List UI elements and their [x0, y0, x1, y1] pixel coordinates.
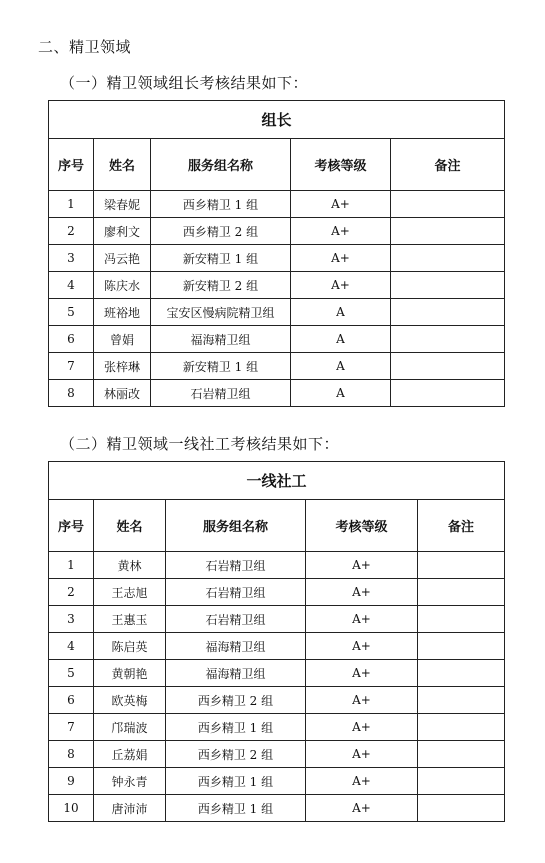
name-cell: 曾娟	[94, 326, 151, 353]
remark-cell	[418, 714, 505, 741]
service-group-cell: 石岩精卫组	[151, 380, 291, 407]
remark-cell	[418, 741, 505, 768]
name-cell: 王志旭	[94, 579, 166, 606]
grade-cell: A	[291, 380, 391, 407]
name-cell: 张梓琳	[94, 353, 151, 380]
header-row	[49, 500, 505, 552]
table-row	[49, 606, 505, 633]
name-cell: 黄林	[94, 552, 166, 579]
table-row	[49, 633, 505, 660]
table-row	[49, 353, 505, 380]
service-group-cell: 石岩精卫组	[166, 552, 306, 579]
table-row	[49, 552, 505, 579]
row-number: 8	[49, 380, 94, 407]
name-cell: 王惠玉	[94, 606, 166, 633]
table-title: 一线社工	[49, 462, 505, 500]
row-number: 6	[49, 687, 94, 714]
grade-cell: A+	[291, 245, 391, 272]
remark-cell	[418, 768, 505, 795]
grade-cell: A+	[306, 687, 418, 714]
table-row	[49, 660, 505, 687]
grade-cell: A+	[306, 552, 418, 579]
row-number: 4	[49, 633, 94, 660]
row-number: 4	[49, 272, 94, 299]
header-row	[49, 139, 505, 191]
service-group-cell: 西乡精卫 1 组	[166, 795, 306, 822]
service-group-cell: 福海精卫组	[151, 326, 291, 353]
grade-cell: A+	[306, 795, 418, 822]
grade-cell: A+	[306, 768, 418, 795]
remark-cell	[391, 326, 505, 353]
table-row	[49, 714, 505, 741]
column-header: 备注	[418, 500, 505, 552]
row-number: 7	[49, 353, 94, 380]
name-cell: 廖利文	[94, 218, 151, 245]
column-header: 备注	[391, 139, 505, 191]
grade-cell: A	[291, 353, 391, 380]
remark-cell	[418, 552, 505, 579]
table-row	[49, 218, 505, 245]
table-row	[49, 191, 505, 218]
row-number: 3	[49, 245, 94, 272]
remark-cell	[391, 272, 505, 299]
table-row	[49, 741, 505, 768]
grade-cell: A+	[306, 606, 418, 633]
service-group-cell: 宝安区慢病院精卫组	[151, 299, 291, 326]
remark-cell	[418, 579, 505, 606]
column-header: 服务组名称	[151, 139, 291, 191]
service-group-cell: 石岩精卫组	[166, 606, 306, 633]
remark-cell	[418, 660, 505, 687]
column-header: 考核等级	[291, 139, 391, 191]
remark-cell	[391, 191, 505, 218]
remark-cell	[418, 633, 505, 660]
row-number: 10	[49, 795, 94, 822]
row-number: 2	[49, 218, 94, 245]
service-group-cell: 石岩精卫组	[166, 579, 306, 606]
table-row	[49, 299, 505, 326]
grade-cell: A+	[306, 714, 418, 741]
service-group-cell: 西乡精卫 2 组	[151, 218, 291, 245]
service-group-cell: 新安精卫 1 组	[151, 353, 291, 380]
section-heading: 二、精卫领域	[38, 38, 132, 56]
row-number: 5	[49, 660, 94, 687]
table-row	[49, 687, 505, 714]
service-group-cell: 福海精卫组	[166, 660, 306, 687]
column-header: 服务组名称	[166, 500, 306, 552]
remark-cell	[418, 606, 505, 633]
row-number: 3	[49, 606, 94, 633]
table-row	[49, 768, 505, 795]
name-cell: 冯云艳	[94, 245, 151, 272]
table-row	[49, 579, 505, 606]
grade-cell: A+	[306, 660, 418, 687]
name-cell: 梁春妮	[94, 191, 151, 218]
table-row	[49, 326, 505, 353]
part2-subtitle: （二）精卫领域一线社工考核结果如下：	[60, 435, 340, 453]
remark-cell	[391, 245, 505, 272]
name-cell: 邝瑞波	[94, 714, 166, 741]
grade-cell: A+	[306, 741, 418, 768]
table-title: 组长	[49, 101, 505, 139]
social-worker-table	[48, 461, 505, 822]
remark-cell	[418, 687, 505, 714]
name-cell: 黄朝艳	[94, 660, 166, 687]
service-group-cell: 新安精卫 1 组	[151, 245, 291, 272]
name-cell: 林丽改	[94, 380, 151, 407]
remark-cell	[418, 795, 505, 822]
table-row	[49, 380, 505, 407]
row-number: 9	[49, 768, 94, 795]
row-number: 1	[49, 552, 94, 579]
grade-cell: A+	[291, 272, 391, 299]
remark-cell	[391, 218, 505, 245]
grade-cell: A	[291, 299, 391, 326]
row-number: 5	[49, 299, 94, 326]
name-cell: 丘荔娟	[94, 741, 166, 768]
name-cell: 钟永青	[94, 768, 166, 795]
row-number: 1	[49, 191, 94, 218]
service-group-cell: 西乡精卫 1 组	[166, 714, 306, 741]
grade-cell: A+	[306, 633, 418, 660]
name-cell: 陈启英	[94, 633, 166, 660]
column-header: 姓名	[94, 139, 151, 191]
name-cell: 欧英梅	[94, 687, 166, 714]
grade-cell: A+	[306, 579, 418, 606]
column-header: 序号	[49, 139, 94, 191]
table-row	[49, 795, 505, 822]
leader-table	[48, 100, 505, 407]
table-row	[49, 245, 505, 272]
service-group-cell: 新安精卫 2 组	[151, 272, 291, 299]
name-cell: 班裕地	[94, 299, 151, 326]
service-group-cell: 西乡精卫 2 组	[166, 687, 306, 714]
service-group-cell: 西乡精卫 1 组	[151, 191, 291, 218]
grade-cell: A+	[291, 191, 391, 218]
remark-cell	[391, 299, 505, 326]
remark-cell	[391, 380, 505, 407]
service-group-cell: 西乡精卫 2 组	[166, 741, 306, 768]
row-number: 7	[49, 714, 94, 741]
grade-cell: A	[291, 326, 391, 353]
part1-subtitle: （一）精卫领域组长考核结果如下：	[60, 74, 309, 92]
row-number: 2	[49, 579, 94, 606]
service-group-cell: 福海精卫组	[166, 633, 306, 660]
row-number: 6	[49, 326, 94, 353]
name-cell: 唐沛沛	[94, 795, 166, 822]
column-header: 姓名	[94, 500, 166, 552]
service-group-cell: 西乡精卫 1 组	[166, 768, 306, 795]
remark-cell	[391, 353, 505, 380]
column-header: 序号	[49, 500, 94, 552]
row-number: 8	[49, 741, 94, 768]
column-header: 考核等级	[306, 500, 418, 552]
table-row	[49, 272, 505, 299]
grade-cell: A+	[291, 218, 391, 245]
name-cell: 陈庆水	[94, 272, 151, 299]
